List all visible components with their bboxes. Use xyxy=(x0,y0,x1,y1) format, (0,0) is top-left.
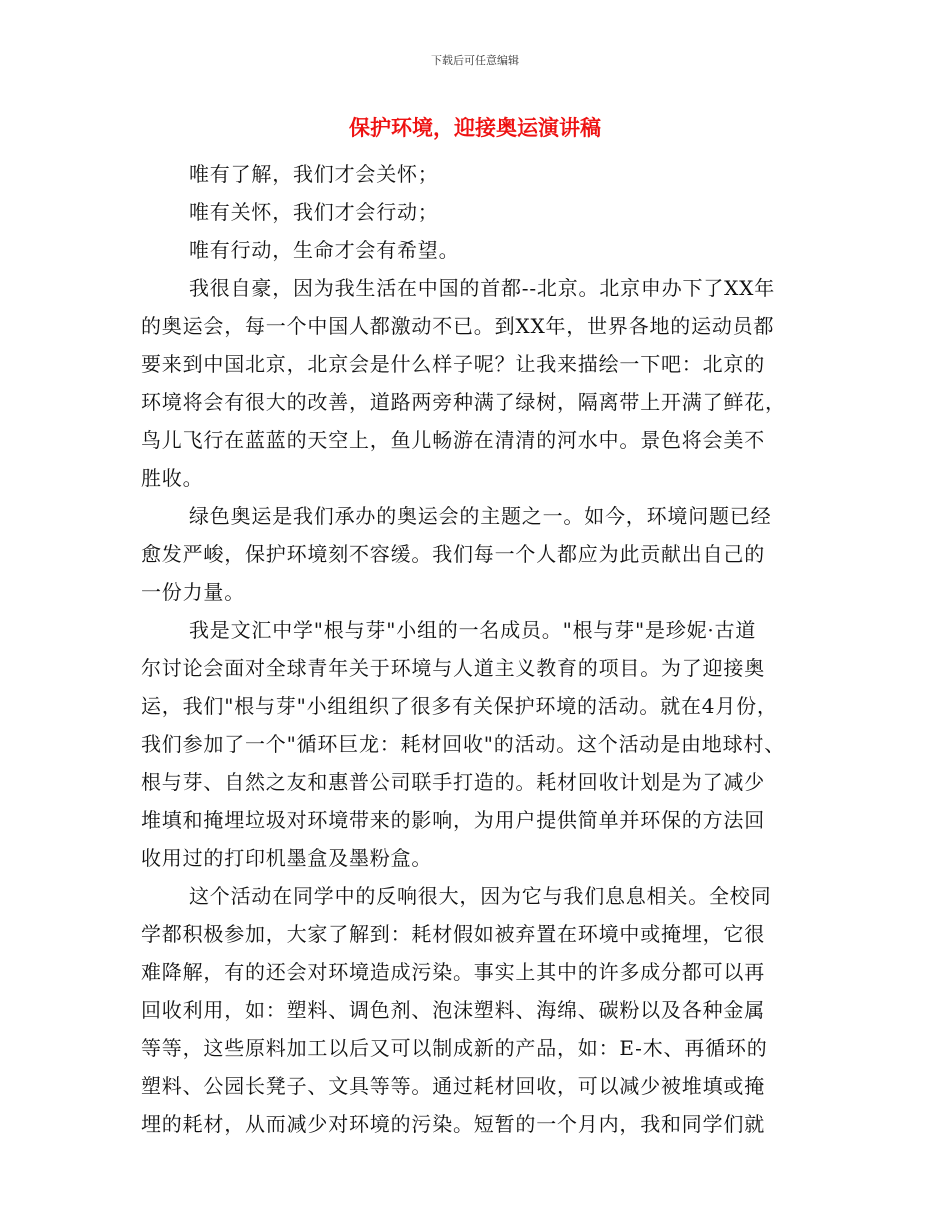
text-line: 尔讨论会面对全球青年关于环境与人道主义教育的项目。为了迎接奥 xyxy=(141,656,765,680)
text-line: 回收利用，如：塑料、调色剂、泡沫塑料、海绵、碳粉以及各种金属 xyxy=(141,998,765,1022)
text-line: 学都积极参加，大家了解到：耗材假如被弃置在环境中或掩埋，它很 xyxy=(141,922,765,946)
text-line: 鸟儿飞行在蓝蓝的天空上，鱼儿畅游在清清的河水中。景色将会美不 xyxy=(141,428,765,452)
document-title: 保护环境，迎接奥运演讲稿 xyxy=(349,115,601,140)
text-line: 难降解，有的还会对环境造成污染。事实上其中的许多成分都可以再 xyxy=(141,960,765,984)
text-line: 要来到中国北京，北京会是什么样子呢？让我来描绘一下吧：北京的 xyxy=(141,352,765,376)
text-line: 塑料、公园长凳子、文具等等。通过耗材回收，可以减少被堆填或掩 xyxy=(141,1074,765,1098)
text-line: 一份力量。 xyxy=(141,580,245,604)
text-line: 绿色奥运是我们承办的奥运会的主题之一。如今，环境问题已经 xyxy=(189,504,772,528)
text-line: 环境将会有很大的改善，道路两旁种满了绿树，隔离带上开满了鲜花， xyxy=(141,390,786,414)
text-line: 这个活动在同学中的反响很大，因为它与我们息息相关。全校同 xyxy=(189,884,772,908)
text-line: 的奥运会，每一个中国人都激动不已。到XX年，世界各地的运动员都 xyxy=(141,314,775,338)
document-body xyxy=(141,155,813,1143)
text-line: 唯有行动，生命才会有希望。 xyxy=(189,238,460,262)
text-line: 我是文汇中学"根与芽"小组的一名成员。"根与芽"是珍妮·古道 xyxy=(189,618,757,642)
text-line: 等等，这些原料加工以后又可以制成新的产品，如：E-木、再循环的 xyxy=(141,1036,768,1060)
text-line: 堆填和掩埋垃圾对环境带来的影响，为用户提供简单并环保的方法回 xyxy=(141,808,765,832)
text-line: 运，我们"根与芽"小组组织了很多有关保护环境的活动。就在4月份， xyxy=(141,694,778,718)
text-line: 唯有关怀，我们才会行动； xyxy=(189,200,439,224)
text-line: 胜收。 xyxy=(141,466,204,490)
text-line: 唯有了解，我们才会关怀； xyxy=(189,162,439,186)
text-line: 根与芽、自然之友和惠普公司联手打造的。耗材回收计划是为了减少 xyxy=(141,770,765,794)
page-header-note: 下载后可任意编辑 xyxy=(431,54,519,67)
text-line: 我很自豪，因为我生活在中国的首都--北京。北京申办下了XX年 xyxy=(189,276,775,300)
text-line: 收用过的打印机墨盒及墨粉盒。 xyxy=(141,846,433,870)
text-line: 愈发严峻，保护环境刻不容缓。我们每一个人都应为此贡献出自己的 xyxy=(141,542,765,566)
text-line: 埋的耗材，从而减少对环境的污染。短暂的一个月内，我和同学们就 xyxy=(141,1112,765,1136)
text-line: 我们参加了一个"循环巨龙：耗材回收"的活动。这个活动是由地球村、 xyxy=(141,732,785,756)
